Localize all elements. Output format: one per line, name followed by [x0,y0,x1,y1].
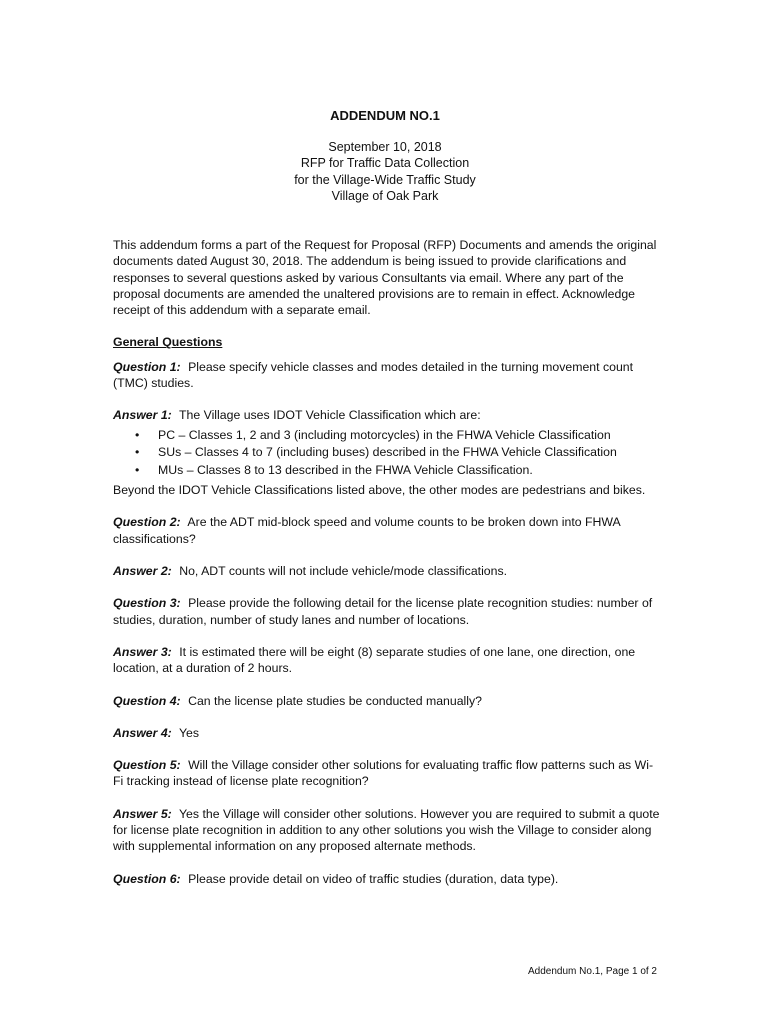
question-2-label: Question 2: [113,515,181,530]
header-rfp-title: RFP for Traffic Data Collection [300,156,470,171]
page-footer: Addendum No.1, Page 1 of 2 [528,966,657,977]
question-1 [113,359,661,392]
question-3 [113,595,661,628]
header-study-name: for the Village-Wide Traffic Study [294,172,476,187]
question-5 [113,757,661,790]
question-5-label: Question 5: [113,758,181,773]
document-header [113,108,657,204]
answer-2 [113,563,661,579]
document-title: ADDENDUM NO.1 [330,108,440,123]
question-4 [113,693,661,709]
question-1-label: Question 1: [113,359,181,374]
question-3-text: Please provide the following detail for the license plate recognition studies: number of studies, duration, number of study lanes and number of locations. [113,596,653,627]
section-heading: General Questions [113,335,223,350]
intro-paragraph: This addendum forms a part of the Request for Proposal (RFP) Documents and amends the original documents dated August 30, 2018. The addendum is being issued to provide clarifications and responses to several questions asked by various Consultants via email. Where any part of the proposal documents are amended the unaltered provisions are to remain in effect. Acknowledge receipt of this addendum with a separate email. [113,238,657,318]
list-item: • MUs – Classes 8 to 13 described in the FHWA Vehicle Classification. [158,462,661,480]
question-2 [113,514,661,547]
header-lines [113,139,657,204]
header-date: September 10, 2018 [328,140,442,154]
answer-2-text: No, ADT counts will not include vehicle/mode classifications. [179,564,508,579]
answer-4 [113,725,661,741]
answer-1-intro [113,407,661,423]
answer-1 [113,407,661,498]
question-4-label: Question 4: [113,693,181,708]
answer-4-text: Yes [178,725,200,740]
answer-1-label: Answer 1: [113,408,172,423]
question-1-text: Please specify vehicle classes and modes detailed in the turning movement count (TMC) studies. [113,359,634,391]
question-6-label: Question 6: [113,871,181,886]
answer-5-text: Yes the Village will consider other solutions. However you are required to submit a quote for license plate recognition in addition to any other solutions you wish the Village to consider along with supplemental information on any proposed alternate methods. [113,806,660,854]
document-body [113,237,661,903]
question-2-text: Are the ADT mid-block speed and volume counts to be broken down into FHWA classifications? [113,515,621,546]
answer-3-text: It is estimated there will be eight (8) separate studies of one lane, one direction, one location, at a duration of 2 hours. [113,644,636,676]
answer-1-text: The Village uses IDOT Vehicle Classification which are: [178,408,481,423]
answer-3 [113,644,661,677]
answer-5-label: Answer 5: [113,806,172,821]
vehicle-class-list [113,427,661,480]
list-item: • PC – Classes 1, 2 and 3 (including motorcycles) in the FHWA Vehicle Classification [158,427,661,445]
question-6-text: Please provide detail on video of traffic studies (duration, data type). [188,871,559,886]
question-5-text: Will the Village consider other solutions for evaluating traffic flow patterns such as Wi-Fi tracking instead of license plate recognition? [113,758,654,789]
list-item: • SUs – Classes 4 to 7 (including buses) described in the FHWA Vehicle Classification [158,444,661,462]
answer-3-label: Answer 3: [113,644,172,659]
answer-2-label: Answer 2: [113,564,172,579]
answer-1-after: Beyond the IDOT Vehicle Classifications listed above, the other modes are pedestrians and bikes. [113,483,646,498]
header-organization: Village of Oak Park [331,188,439,203]
answer-4-label: Answer 4: [113,725,172,740]
answer-5 [113,806,661,855]
question-3-label: Question 3: [113,596,181,611]
question-6 [113,871,661,887]
question-4-text: Can the license plate studies be conducted manually? [188,693,483,708]
